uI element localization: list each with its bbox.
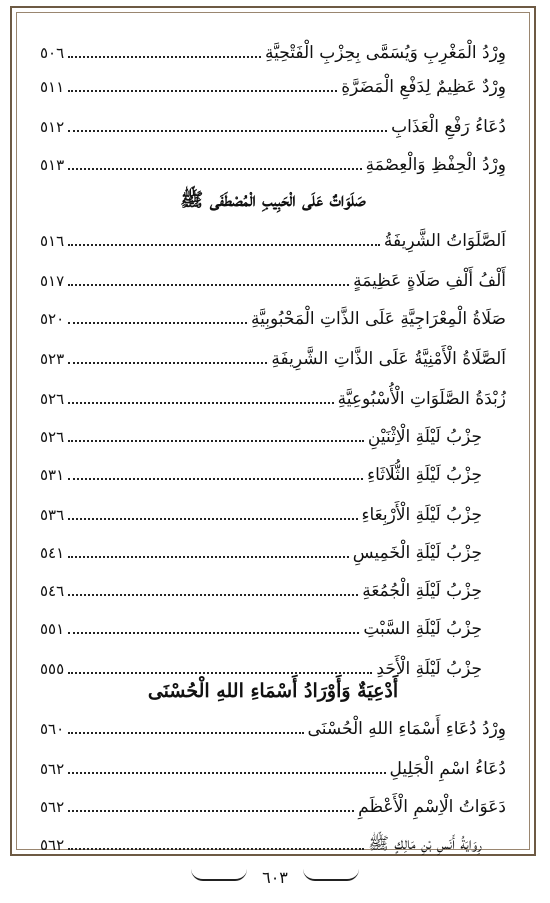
dot-leader [68, 672, 372, 674]
toc-entry[interactable] [40, 792, 506, 822]
dot-leader [68, 244, 380, 246]
toc-entry[interactable] [40, 266, 506, 296]
toc-entry[interactable] [40, 460, 506, 490]
toc-entry[interactable] [40, 614, 506, 644]
toc-entry-page: ٥٠٦ [40, 44, 65, 62]
toc-entry[interactable] [40, 38, 506, 68]
toc-entry-title: حِزْبُ لَيْلَةِ الْاِثْنَيْنِ [367, 427, 482, 447]
toc-entry[interactable] [40, 422, 506, 452]
dot-leader [68, 56, 261, 58]
dot-leader [68, 556, 349, 558]
toc-entry-title: رِوَايَةُ أَنَسِ بْنِ مَالِكٍ ﷺ [368, 833, 482, 854]
toc-entry[interactable] [40, 384, 506, 414]
toc-entry[interactable] [40, 830, 506, 860]
dot-leader [68, 130, 387, 132]
toc-entry-title: اَلصَّلَاةُ الْأَمْنِيَّةُ عَلَى الذَّاتِ الشَّرِيفَةِ [271, 349, 506, 369]
dot-leader [68, 632, 359, 634]
toc-entry[interactable] [40, 72, 506, 102]
toc-entry-title: وِرْدُ الْحِفْظِ وَالْعِصْمَةِ [365, 155, 506, 175]
toc-entry[interactable] [40, 754, 506, 784]
toc-entry-title: أَلْفُ أَلْفِ صَلَاةٍ عَظِيمَةٍ [353, 271, 506, 291]
toc-entry-title: وِرْدُ الْمَغْرِبِ وَيُسَمَّى بِحِزْبِ الْفَتْحِيَّةِ [265, 43, 506, 63]
toc-entry-title: وِرْدُ دُعَاءِ أَسْمَاءِ اللهِ الْحُسْنَى [307, 719, 506, 739]
dot-leader [68, 440, 364, 442]
toc-entry-page: ٥٦٢ [40, 836, 65, 854]
dot-leader [68, 772, 385, 774]
toc-entry-page: ٥١١ [40, 78, 65, 96]
toc-entry-page: ٥٦٠ [40, 720, 65, 738]
toc-entry-page: ٥٤٦ [40, 582, 65, 600]
dot-leader [68, 810, 354, 812]
toc-entry[interactable] [40, 112, 506, 142]
dot-leader [68, 478, 363, 480]
toc-entry-title: دُعَاءُ اسْمِ الْجَلِيلِ [389, 759, 506, 779]
toc-entry-title: حِزْبُ لَيْلَةِ الثُّلَاثَاءِ [367, 465, 482, 485]
toc-entry-title: حِزْبُ لَيْلَةِ الْخَمِيسِ [352, 543, 482, 563]
toc-entry-page: ٥١٦ [40, 232, 65, 250]
toc-entry-title: دَعَوَاتُ الْاِسْمِ الْأَعْظَمِ [358, 797, 506, 817]
toc-entry-page: ٥٣٦ [40, 506, 65, 524]
toc-entry[interactable] [40, 304, 506, 334]
toc-entry-page: ٥٥١ [40, 620, 65, 638]
toc-entry[interactable] [40, 150, 506, 180]
page-footer [0, 868, 550, 892]
toc-entry[interactable] [40, 226, 506, 256]
toc-entry-title: اَلصَّلَوَاتُ الشَّرِيفَةُ [383, 231, 506, 251]
dot-leader [68, 168, 361, 170]
toc-entry-page: ٥٢٦ [40, 390, 65, 408]
toc-entry[interactable] [40, 344, 506, 374]
toc-entry-page: ٥١٢ [40, 118, 65, 136]
toc-entry[interactable] [40, 500, 506, 530]
toc-entry-page: ٥٢٦ [40, 428, 65, 446]
toc-entry-page: ٥٥٥ [40, 660, 65, 678]
toc-entry-title: حِزْبُ لَيْلَةِ السَّبْتِ [363, 619, 482, 639]
toc-entry-page: ٥٢٣ [40, 350, 65, 368]
toc-entry[interactable] [40, 538, 506, 568]
dot-leader [68, 594, 358, 596]
toc-entry-title: حِزْبُ لَيْلَةِ الْأَرْبِعَاءِ [361, 505, 482, 525]
dot-leader [68, 322, 247, 324]
toc-entry[interactable] [40, 714, 506, 744]
dot-leader [68, 402, 334, 404]
page-number: ٦٠٣ [262, 868, 288, 887]
toc-entry-page: ٥١٣ [40, 156, 65, 174]
toc-entry-title: وِرْدٌ عَظِيمٌ لِدَفْعِ الْمَضَرَّةِ [341, 77, 506, 97]
toc-entry-page: ٥٦٢ [40, 798, 65, 816]
toc-entry-page: ٥١٧ [40, 272, 65, 290]
dot-leader [68, 848, 364, 850]
toc-entry-page: ٥٢٠ [40, 310, 65, 328]
dot-leader [68, 284, 349, 286]
toc-entry-title: حِزْبُ لَيْلَةِ الْأَحَدِ [376, 659, 482, 679]
dot-leader [68, 90, 337, 92]
toc-entry-title: زُبْدَةُ الصَّلَوَاتِ الْأُسْبُوعِيَّةِ [337, 389, 506, 409]
toc-entry-title: صَلَاةُ الْمِعْرَاجِيَّةِ عَلَى الذَّاتِ الْمَحْبُوبِيَّةِ [251, 309, 506, 329]
section-heading: أَدْعِيَةٌ وَأَوْرَادُ أَسْمَاءِ اللهِ الْحُسْنَى [147, 680, 399, 702]
dot-leader [68, 732, 303, 734]
toc-entry-title: حِزْبُ لَيْلَةِ الْجُمُعَةِ [362, 581, 482, 601]
toc-entry[interactable] [40, 576, 506, 606]
toc-entry-page: ٥٦٢ [40, 760, 65, 778]
footer-ornament-right [303, 869, 359, 881]
page-border [10, 6, 536, 856]
toc-entry-page: ٥٤١ [40, 544, 65, 562]
section-heading: صَلَوَاتٌ عَلَى الْحَبِيبِ الْمُصْطَفَى ﷺ [180, 189, 366, 211]
toc-entry-page: ٥٣١ [40, 466, 65, 484]
dot-leader [68, 362, 267, 364]
dot-leader [68, 518, 357, 520]
footer-ornament-left [191, 869, 247, 881]
toc-entry-title: دُعَاءُ رَفْعِ الْعَذَابِ [391, 117, 506, 137]
